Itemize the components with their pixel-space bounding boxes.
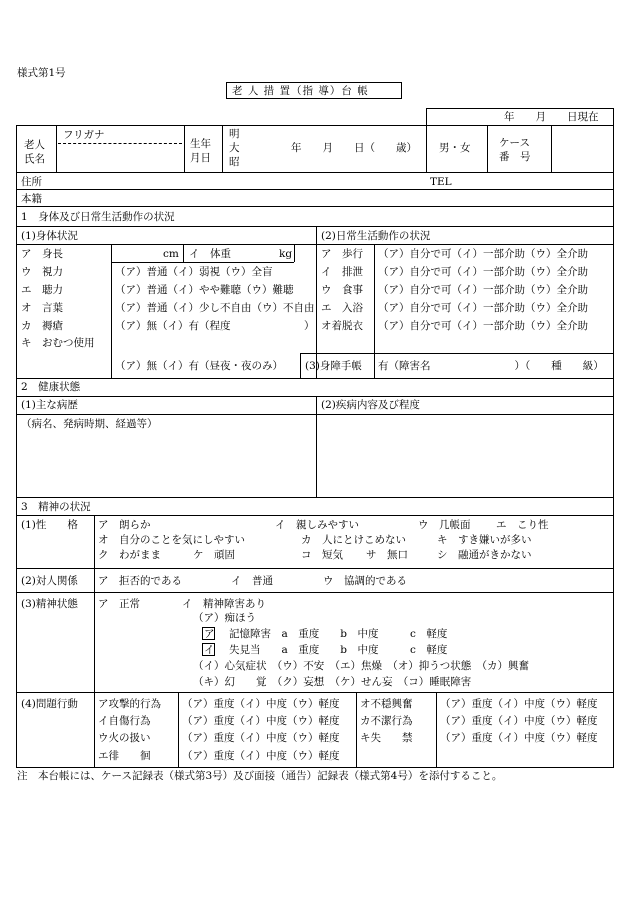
case-number-label: ケース 番 号: [499, 137, 531, 163]
personality-label: (1)性 格: [21, 519, 78, 531]
weight-label: イ 体重: [189, 248, 231, 260]
walking-label: ア 歩行: [321, 248, 363, 260]
mental-label: (3)精神状態: [21, 598, 78, 610]
era-meiji: 明: [229, 128, 240, 140]
speech-label: オ 言葉: [21, 302, 63, 314]
eating-label: ウ 食事: [321, 284, 363, 296]
personality-ku: ク わがまま: [98, 549, 161, 561]
excretion-options: （ア）自分で可（イ）一部介助（ウ）全介助: [378, 266, 588, 278]
form-number: 様式第1号: [17, 67, 66, 79]
agitation-options: （ア）重度（イ）中度（ウ）軽度: [440, 698, 598, 710]
eating-options: （ア）自分で可（イ）一部介助（ウ）全介助: [378, 284, 588, 296]
fire-options: （ア）重度（イ）中度（ウ）軽度: [182, 732, 340, 744]
section2-heading: 2 健康状態: [21, 381, 81, 393]
honseki-label: 本籍: [21, 193, 42, 205]
dressing-label: オ着脱衣: [321, 320, 363, 332]
selfharm-label: イ自傷行為: [98, 715, 151, 727]
mental-disorder: イ 精神障害あり: [182, 598, 266, 610]
behavior-label: (4)問題行動: [21, 698, 78, 710]
personality-u: ウ 几帳面: [418, 519, 471, 531]
symptoms-row2: （キ）幻 覚 （ク）妄想 （ケ）せん妄 （コ）睡眠障害: [193, 676, 472, 688]
section1-heading: 1 身体及び日常生活動作の状況: [21, 211, 175, 223]
personality-ka: カ 人にとけこめない: [301, 534, 406, 546]
memory-mark: ア: [204, 628, 215, 640]
excretion-label: イ 排泄: [321, 266, 363, 278]
section3-heading: 3 精神の状況: [21, 501, 91, 513]
personality-ke: ケ 頑固: [193, 549, 235, 561]
bathing-label: エ 入浴: [321, 302, 363, 314]
height-label: ア 身長: [21, 248, 63, 260]
era-showa: 昭: [229, 156, 240, 168]
personality-shi: シ 融通がきかない: [437, 549, 532, 561]
incontinence-options: （ア）重度（イ）中度（ウ）軽度: [440, 732, 598, 744]
personality-i: イ 親しみやすい: [275, 519, 359, 531]
date-header: 年 月 日現在: [504, 111, 599, 123]
disorientation: 失見当 a 重度 b 中度 c 軽度: [229, 644, 448, 656]
unclean-label: カ不潔行為: [360, 715, 413, 727]
personality-a: ア 朗らか: [98, 519, 151, 531]
relations-label: (2)対人関係: [21, 575, 78, 587]
diaper-options: （ア）無（イ）有（昼夜・夜のみ）: [115, 360, 283, 372]
handbook-value: 有（障害名 ）（ 種 級）: [378, 360, 604, 372]
personality-ko: コ 短気: [301, 549, 343, 561]
agitation-label: オ不穏興奮: [360, 698, 413, 710]
personality-sa: サ 無口: [366, 549, 408, 561]
page-title: 老 人 措 置（指 導）台 帳: [232, 85, 369, 97]
birth-date: 年 月 日（ 歳）: [291, 142, 417, 154]
walking-options: （ア）自分で可（イ）一部介助（ウ）全介助: [378, 248, 588, 260]
aggressive-label: ア攻撃的行為: [98, 698, 161, 710]
disorient-mark: イ: [204, 644, 215, 656]
furigana-label: フリガナ: [63, 129, 105, 141]
physical-heading: (1)身体状況: [21, 230, 78, 242]
mental-normal: ア 正常: [98, 598, 140, 610]
adl-heading: (2)日常生活動作の状況: [321, 230, 431, 242]
incontinence-label: キ失 禁: [360, 732, 413, 744]
address-label: 住所: [21, 176, 42, 188]
personality-o: オ 自分のことを気にしやすい: [98, 534, 245, 546]
disease-heading: (2)疾病内容及び程度: [321, 399, 420, 411]
memory-disorder: 記憶障害 a 重度 b 中度 c 軽度: [229, 628, 448, 640]
diaper-label: キ おむつ使用: [21, 337, 95, 349]
bedsore-options: （ア）無（イ）有（程度 ）: [115, 320, 315, 332]
wandering-options: （ア）重度（イ）中度（ウ）軽度: [182, 750, 340, 762]
handbook-label: (3)身障手帳: [305, 360, 362, 372]
hearing-options: （ア）普通（イ）やや難聴（ウ）難聴: [115, 284, 294, 296]
wandering-label: エ徘 徊: [98, 750, 151, 762]
footnote: 注 本台帳には、ケース記録表（様式第3号）及び面接（通告）記録表（様式第4号）を添付すること。: [17, 770, 503, 782]
history-heading: (1)主な病歴: [21, 399, 78, 411]
speech-options: （ア）普通（イ）少し不自由（ウ）不自由: [115, 302, 315, 314]
dressing-options: （ア）自分で可（イ）一部介助（ウ）全介助: [378, 320, 588, 332]
tel-label: TEL: [430, 176, 452, 188]
vision-options: （ア）普通（イ）弱視（ウ）全盲: [115, 266, 273, 278]
relations-normal: イ 普通: [231, 575, 273, 587]
weight-unit: kg: [279, 248, 293, 260]
sex-field: 男・女: [439, 142, 471, 154]
height-unit: cm: [163, 248, 179, 260]
relations-cooperative: ウ 協調的である: [323, 575, 407, 587]
hearing-label: エ 聴力: [21, 284, 63, 296]
aggressive-options: （ア）重度（イ）中度（ウ）軽度: [182, 698, 340, 710]
fire-label: ウ火の扱い: [98, 732, 151, 744]
bathing-options: （ア）自分で可（イ）一部介助（ウ）全介助: [378, 302, 588, 314]
relations-refusing: ア 拒否的である: [98, 575, 182, 587]
unclean-options: （ア）重度（イ）中度（ウ）軽度: [440, 715, 598, 727]
dementia-label: （ア）痴ほう: [193, 612, 256, 624]
name-label: 老人 氏名: [24, 139, 45, 165]
vision-label: ウ 視力: [21, 266, 63, 278]
birth-label: 生年 月日: [190, 138, 211, 164]
personality-e: エ こり性: [496, 519, 549, 531]
era-taisho: 大: [229, 142, 240, 154]
personality-ki: キ すき嫌いが多い: [437, 534, 532, 546]
history-note: （病名、発病時期、経過等）: [21, 418, 158, 430]
selfharm-options: （ア）重度（イ）中度（ウ）軽度: [182, 715, 340, 727]
bedsore-label: カ 褥瘡: [21, 320, 63, 332]
symptoms-row1: （イ）心気症状 （ウ）不安 （エ）焦燥 （オ）抑うつ状態 （カ）興奮: [193, 660, 529, 672]
